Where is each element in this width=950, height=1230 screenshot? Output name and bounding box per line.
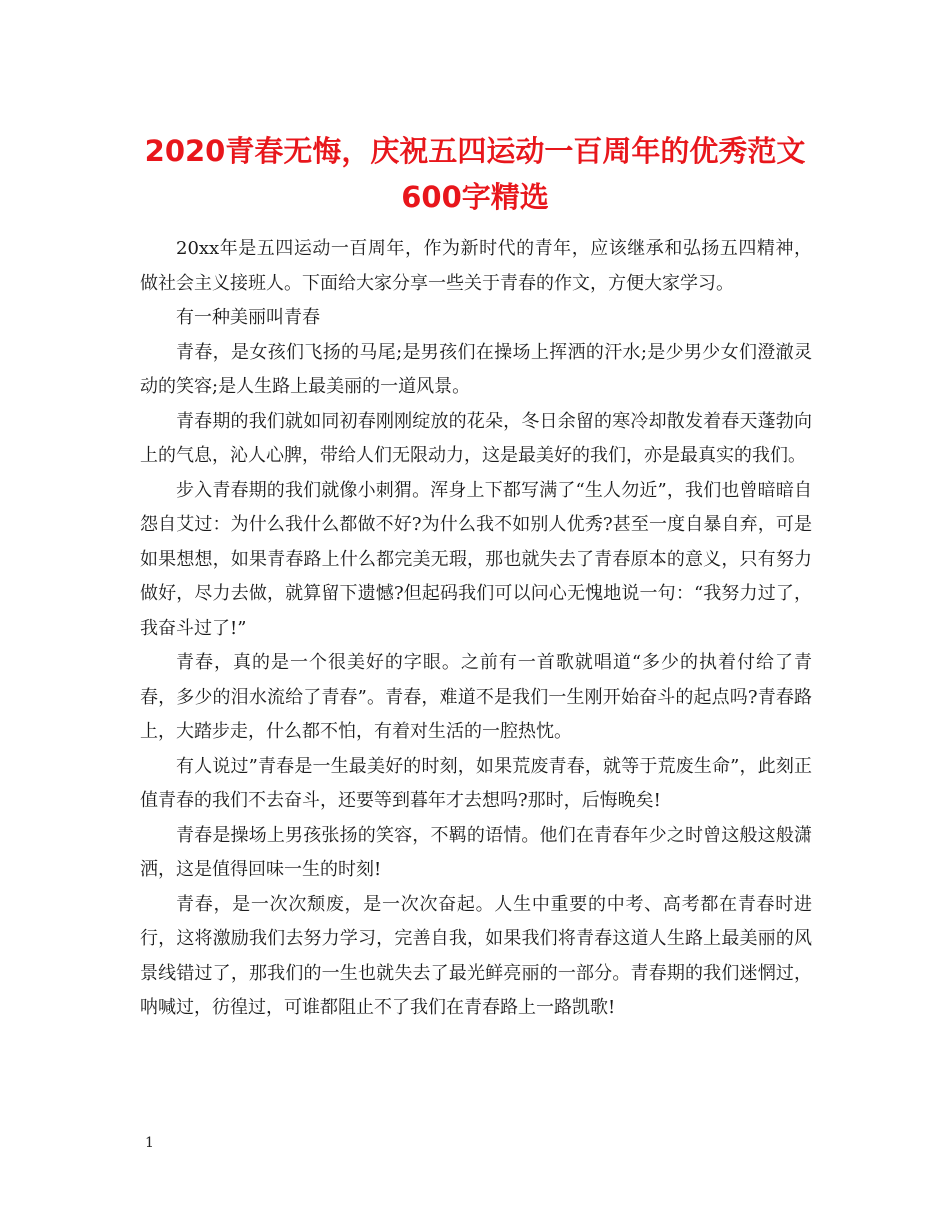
paragraph-intro: 20xx年是五四运动一百周年，作为新时代的青年，应该继承和弘扬五四精神，做社会主义接班人。下面给大家分享一些关于青春的作文，方便大家学习。 bbox=[140, 238, 812, 294]
paragraph: 青春，真的是一个很美好的字眼。之前有一首歌就唱道“多少的执着付给了青春，多少的泪水流给了青春”。青春，难道不是我们一生刚开始奋斗的起点吗?青春路上，大踏步走，什么都不怕，有着对生活的一腔热忱。 bbox=[140, 652, 812, 742]
paragraph: 青春，是一次次颓废，是一次次奋起。人生中重要的中考、高考都在青春时进行，这将激励我们去努力学习，完善自我，如果我们将青春这道人生路上最美丽的风景线错过了，那我们的一生也就失去了最光鲜亮丽的一部分。青春期的我们迷惘过，呐喊过，彷徨过，可谁都阻止不了我们在青春路上一路凯歌! bbox=[140, 893, 812, 1018]
paragraph: 青春期的我们就如同初春刚刚绽放的花朵，冬日余留的寒冷却散发着春天蓬勃向上的气息，沁人心脾，带给人们无限动力，这是最美好的我们，亦是最真实的我们。 bbox=[140, 410, 812, 466]
paragraph: 青春是操场上男孩张扬的笑容，不羁的语情。他们在青春年少之时曾这般这般潇洒，这是值得回味一生的时刻! bbox=[140, 824, 812, 880]
paragraph-subtitle: 有一种美丽叫青春 bbox=[176, 307, 320, 328]
document-title: 2020青春无悔，庆祝五四运动一百周年的优秀范文600字精选 bbox=[144, 134, 806, 214]
page-number: 1 bbox=[145, 1135, 154, 1151]
paragraph: 有人说过”青春是一生最美好的时刻，如果荒废青春，就等于荒废生命”，此刻正值青春的我们不去奋斗，还要等到暮年才去想吗?那时，后悔晚矣! bbox=[140, 755, 812, 811]
document-body bbox=[140, 232, 812, 1026]
paragraph: 青春，是女孩们飞扬的马尾;是男孩们在操场上挥洒的汗水;是少男少女们澄澈灵动的笑容;是人生路上最美丽的一道风景。 bbox=[140, 341, 812, 397]
paragraph: 步入青春期的我们就像小刺猬。浑身上下都写满了“生人勿近”，我们也曾暗暗自怨自艾过：为什么我什么都做不好?为什么我不如别人优秀?甚至一度自暴自弃，可是如果想想，如果青春路上什么都完美无瑕，那也就失去了青春原本的意义，只有努力做好，尽力去做，就算留下遗憾?但起码我们可以问心无愧地说一句：“我努力过了，我奋斗过了!” bbox=[140, 479, 812, 639]
